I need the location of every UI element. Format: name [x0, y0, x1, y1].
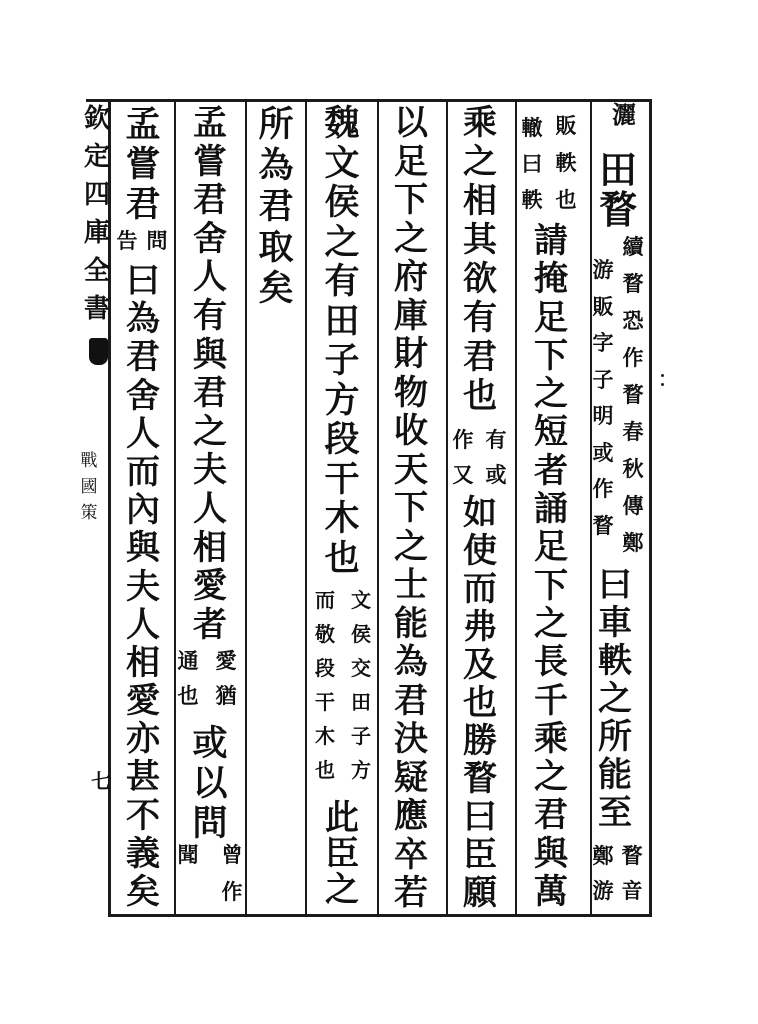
character: 矣 — [126, 872, 160, 912]
character: 舍 — [193, 218, 227, 259]
character: 至 — [598, 793, 632, 833]
collection-title — [82, 100, 112, 328]
character: 明 — [592, 403, 614, 428]
note-left-line — [175, 643, 201, 713]
character: 方 — [351, 758, 371, 782]
character: 書 — [83, 294, 110, 324]
note-right-line — [144, 226, 170, 256]
character: 恐 — [622, 308, 644, 333]
note-right-line — [483, 422, 509, 492]
note-left-line — [590, 838, 616, 908]
character: 財 — [394, 334, 428, 374]
character: 為 — [126, 299, 160, 340]
frame-bottom-border — [108, 914, 652, 917]
character: 取 — [258, 227, 294, 268]
character: 君 — [126, 337, 160, 378]
character: 君 — [193, 180, 227, 221]
character: 勝 — [463, 721, 497, 761]
character: 七 — [91, 769, 111, 793]
character: 士 — [394, 565, 428, 605]
character: 作 — [452, 427, 474, 452]
note-right-line — [553, 107, 579, 218]
character: 田 — [351, 690, 371, 714]
column-divider — [515, 101, 517, 915]
main-text — [121, 105, 165, 225]
character: 君 — [125, 184, 161, 225]
frame-right-border — [649, 99, 652, 917]
character: 者 — [534, 450, 568, 491]
character: 作 — [622, 345, 644, 370]
character: 此 — [325, 798, 359, 838]
character: 侯 — [324, 182, 360, 223]
character: 告 — [116, 228, 138, 253]
character: 田 — [598, 147, 637, 192]
fish-tail-mark — [89, 338, 108, 365]
character: 而 — [126, 451, 160, 492]
character: 之 — [193, 411, 227, 452]
character: 庫 — [394, 295, 428, 336]
character: 軼 — [521, 187, 543, 212]
character: 所 — [598, 717, 632, 757]
character: 相 — [193, 527, 227, 568]
character: 決 — [394, 719, 428, 759]
character: 或 — [485, 462, 507, 487]
character: 臣 — [463, 835, 497, 875]
note-right-line — [348, 583, 374, 787]
character: 或 — [592, 439, 614, 465]
character: 下 — [394, 488, 428, 528]
character: 瞀 — [592, 512, 614, 538]
character: 曰 — [598, 565, 632, 605]
character: 通 — [177, 648, 199, 673]
character: 如 — [463, 493, 497, 533]
character: 君 — [193, 373, 227, 414]
note-right-line — [213, 643, 239, 713]
character: 臣 — [325, 834, 359, 874]
character: 曰 — [521, 151, 543, 176]
character: 府 — [394, 257, 428, 297]
character: 灑 — [612, 100, 636, 129]
character: 車 — [598, 603, 632, 643]
character: 千 — [534, 680, 568, 721]
main-text — [320, 104, 364, 578]
character: 乘 — [534, 718, 568, 759]
character: 及 — [463, 645, 497, 685]
note-left-line — [312, 583, 338, 787]
character: 作 — [221, 879, 243, 904]
character: 相 — [126, 642, 160, 683]
character: 亦 — [126, 719, 160, 760]
character: 願 — [463, 873, 497, 913]
character: 之 — [534, 757, 568, 798]
character: 曰 — [126, 261, 160, 301]
character: 定 — [83, 142, 110, 172]
character: 之 — [394, 218, 428, 259]
ink-speck — [661, 383, 664, 386]
character: 下 — [534, 565, 568, 606]
character: 者 — [193, 604, 227, 645]
character: 天 — [394, 449, 428, 490]
character: 又 — [452, 462, 474, 487]
character: 也 — [177, 683, 199, 708]
character: 段 — [324, 419, 360, 460]
note-left-line — [175, 836, 201, 873]
note-left-line — [450, 422, 476, 492]
character: 愛 — [193, 566, 227, 607]
character: 子 — [592, 366, 614, 392]
character: 長 — [534, 642, 568, 683]
character: 瞀 — [622, 382, 644, 407]
character: 夫 — [193, 450, 227, 491]
character: 交 — [351, 656, 371, 680]
character: 足 — [534, 297, 568, 338]
character: 問 — [192, 803, 228, 844]
character: 字 — [592, 330, 614, 355]
character: 短 — [534, 412, 568, 453]
character: 足 — [394, 141, 428, 182]
column-divider — [174, 101, 176, 915]
character: 請 — [534, 221, 568, 261]
character: 愛 — [215, 648, 237, 673]
character: 庫 — [83, 218, 110, 248]
character: 或 — [192, 723, 228, 764]
character: 鄭 — [622, 530, 644, 555]
character: 甚 — [126, 757, 160, 798]
character: 也 — [324, 537, 360, 579]
main-text — [188, 724, 232, 844]
character: 夫 — [126, 566, 160, 607]
character: 人 — [193, 488, 227, 529]
main-text — [529, 222, 573, 911]
character: 干 — [324, 458, 360, 500]
character: 也 — [315, 758, 335, 782]
character: 有 — [463, 298, 497, 338]
main-text — [458, 104, 502, 416]
main-text — [458, 494, 502, 912]
character: 君 — [534, 795, 568, 836]
character: 音 — [621, 878, 643, 903]
character: 愛 — [126, 681, 160, 722]
character: 收 — [394, 411, 428, 451]
note-right-line — [619, 838, 645, 908]
character: 干 — [315, 690, 335, 714]
character: 全 — [83, 256, 110, 286]
character: 下 — [534, 335, 568, 376]
character: 瞀 — [463, 759, 497, 799]
character: 為 — [394, 642, 428, 682]
character: 也 — [463, 376, 497, 416]
character: 與 — [534, 833, 568, 874]
character: 之 — [534, 603, 568, 644]
character: 傳 — [622, 493, 644, 518]
character: 有 — [193, 295, 227, 336]
character: 也 — [555, 187, 577, 212]
character: 而 — [463, 569, 497, 609]
character: 之 — [463, 142, 497, 182]
main-text — [121, 262, 165, 911]
main-text — [593, 566, 637, 832]
character: 魏 — [324, 103, 360, 144]
character: 鄭 — [592, 843, 614, 868]
main-text — [596, 147, 640, 232]
character: 其 — [463, 220, 497, 260]
character: 人 — [193, 257, 227, 298]
frame-top-border — [86, 99, 652, 102]
character: 續 — [622, 234, 644, 259]
character: 若 — [394, 873, 428, 913]
character: 舍 — [126, 375, 160, 416]
character: 嘗 — [193, 141, 227, 182]
character: 人 — [126, 604, 160, 645]
character: 敬 — [315, 622, 335, 646]
character: 誦 — [534, 489, 568, 530]
character: 疑 — [394, 757, 428, 798]
character: 孟 — [125, 104, 161, 145]
character: 販 — [592, 293, 614, 319]
character: 策 — [80, 503, 98, 523]
character: 也 — [463, 683, 497, 723]
character: 君 — [258, 186, 294, 227]
column-divider — [305, 101, 307, 915]
character: 能 — [598, 755, 632, 795]
character: 子 — [351, 724, 371, 748]
character: 侯 — [351, 622, 371, 646]
character: 足 — [534, 527, 568, 568]
character: 之 — [598, 679, 632, 719]
character: 文 — [324, 142, 360, 184]
character: 為 — [258, 145, 294, 186]
character: 木 — [324, 498, 360, 539]
character: 所 — [258, 104, 294, 145]
note-left-line — [519, 110, 545, 218]
note-left-line — [590, 252, 616, 544]
column-divider — [446, 101, 448, 915]
character: 義 — [126, 833, 160, 874]
column-divider — [377, 101, 379, 915]
character: 軼 — [598, 641, 632, 681]
character: 之 — [324, 221, 360, 263]
note-right-line — [219, 836, 245, 910]
character: 能 — [394, 603, 428, 644]
character: 游 — [592, 257, 614, 282]
character: 君 — [463, 337, 497, 377]
page-number — [91, 768, 111, 794]
note-left-line — [114, 226, 140, 256]
character: 文 — [351, 588, 371, 612]
character: 猶 — [215, 683, 237, 708]
character: 聞 — [177, 842, 199, 867]
book-title — [79, 448, 99, 526]
character: 有 — [324, 261, 360, 302]
character: 有 — [485, 427, 507, 452]
character: 以 — [192, 763, 228, 804]
character: 方 — [324, 379, 360, 421]
column-divider — [245, 101, 247, 915]
main-text — [389, 104, 433, 913]
note-right-line — [620, 228, 646, 561]
character: 轍 — [521, 115, 543, 140]
character: 木 — [315, 724, 335, 748]
character: 乘 — [463, 103, 497, 143]
main-text — [188, 104, 232, 644]
character: 之 — [325, 870, 359, 910]
character: 掩 — [534, 259, 568, 300]
character: 嘗 — [125, 144, 161, 185]
character: 段 — [315, 656, 335, 680]
character: 應 — [394, 796, 428, 836]
character: 子 — [324, 340, 360, 381]
character: 使 — [463, 531, 497, 571]
character: 不 — [126, 795, 160, 836]
character: 物 — [394, 372, 428, 413]
character: 內 — [126, 490, 160, 531]
character: 人 — [126, 413, 160, 454]
character: 曰 — [463, 797, 497, 837]
character: 君 — [394, 680, 428, 721]
main-text — [254, 104, 298, 309]
character: 四 — [83, 180, 110, 210]
ink-speck — [661, 374, 664, 377]
character: 與 — [193, 334, 227, 375]
character: 萬 — [534, 872, 568, 913]
character: 游 — [592, 878, 614, 903]
character: 卒 — [394, 834, 428, 875]
character: 戰 — [80, 451, 98, 471]
character: 矣 — [258, 268, 294, 309]
character: 田 — [324, 300, 360, 342]
character: 瞀 — [621, 843, 643, 868]
main-text — [320, 800, 364, 908]
character: 而 — [315, 588, 335, 612]
character: 作 — [592, 476, 614, 501]
character: 國 — [80, 477, 98, 497]
character: 欽 — [83, 104, 110, 134]
character: 之 — [394, 526, 428, 567]
character: 下 — [394, 180, 428, 220]
character: 與 — [126, 528, 160, 569]
character: 相 — [463, 181, 497, 221]
character: 之 — [534, 374, 568, 415]
character: 以 — [394, 103, 428, 143]
note-right-line — [611, 100, 637, 130]
character: 欲 — [463, 259, 497, 299]
character: 軼 — [555, 150, 577, 175]
character: 販 — [555, 113, 577, 138]
character: 秋 — [622, 456, 644, 481]
character: 春 — [622, 419, 644, 444]
character: 問 — [146, 228, 168, 253]
character: 弗 — [463, 607, 497, 647]
character: 孟 — [193, 103, 227, 143]
character: 瞀 — [598, 187, 637, 232]
character: 曾 — [221, 842, 243, 867]
character: 瞀 — [622, 271, 644, 296]
